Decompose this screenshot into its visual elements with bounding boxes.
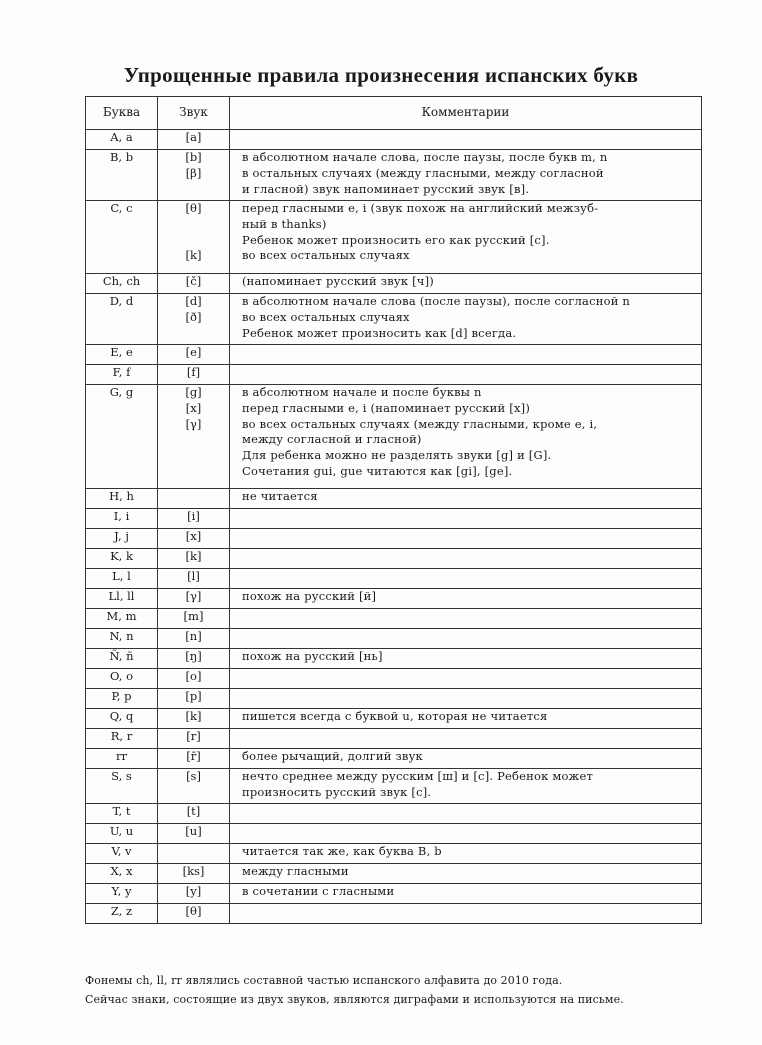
comment-line: перед гласными e, i (звук похож на английский межзуб- — [242, 201, 599, 215]
sound-symbol: [ks] — [182, 864, 205, 878]
sound-cell — [158, 689, 230, 709]
comment-cell — [230, 749, 702, 769]
sound-symbol: [θ] — [185, 201, 202, 215]
comment-cell — [230, 569, 702, 589]
comment-line: между согласной и гласной) — [242, 432, 422, 447]
comment-line: нечто среднее между русским [ш] и [с]. Ребенок может — [242, 769, 594, 783]
sound-symbol: [f] — [186, 365, 201, 379]
letter-cell: K, k — [86, 549, 158, 569]
table-row — [86, 824, 702, 844]
comment-cell — [230, 904, 702, 924]
table-row — [86, 130, 702, 150]
comment-line: (напоминает русский звук [ч]) — [242, 274, 434, 288]
letter-cell: X, x — [86, 864, 158, 884]
sound-symbol: [θ] — [185, 904, 202, 918]
comment-cell — [230, 864, 702, 884]
comment-cell — [230, 649, 702, 669]
pronunciation-table — [85, 96, 702, 924]
comment-cell — [230, 130, 702, 150]
sound-cell — [158, 749, 230, 769]
table-row — [86, 549, 702, 569]
comment-cell — [230, 150, 702, 201]
table-row — [86, 864, 702, 884]
sound-cell — [158, 201, 230, 274]
sound-cell — [158, 729, 230, 749]
comment-cell — [230, 804, 702, 824]
sound-cell — [158, 804, 230, 824]
comment-cell — [230, 385, 702, 489]
table-row — [86, 365, 702, 385]
comment-line: в сочетании с гласными — [242, 884, 395, 898]
sound-symbol: [k] — [185, 248, 202, 263]
sound-symbol: [d] — [185, 294, 202, 308]
sound-symbol: [γ] — [185, 416, 202, 431]
comment-cell — [230, 844, 702, 864]
table-row — [86, 509, 702, 529]
table-row — [86, 529, 702, 549]
sound-symbol: [l] — [187, 569, 200, 583]
footnote — [85, 971, 725, 1009]
column-header-letter: Буква — [86, 97, 158, 130]
sound-symbol: [e] — [185, 345, 202, 359]
letter-cell: N, n — [86, 629, 158, 649]
sound-symbol: [n] — [185, 629, 202, 643]
table-row — [86, 569, 702, 589]
comment-line: в абсолютном начале слова, после паузы, после букв m, n — [242, 150, 608, 164]
sound-cell — [158, 864, 230, 884]
letter-cell: D, d — [86, 294, 158, 345]
letter-cell: Q, q — [86, 709, 158, 729]
table-row — [86, 345, 702, 365]
footnote-line: Сейчас знаки, состоящие из двух звуков, являются диграфами и используются на письме. — [85, 993, 624, 1006]
comment-cell — [230, 549, 702, 569]
table-row — [86, 844, 702, 864]
sound-cell — [158, 709, 230, 729]
comment-cell — [230, 729, 702, 749]
table-row — [86, 709, 702, 729]
table-row — [86, 609, 702, 629]
sound-cell — [158, 130, 230, 150]
table-row — [86, 589, 702, 609]
table-row — [86, 489, 702, 509]
letter-cell: J, j — [86, 529, 158, 549]
sound-cell — [158, 294, 230, 345]
comment-line: во всех остальных случаях (между гласными, кроме e, i, — [242, 416, 598, 431]
comment-cell — [230, 609, 702, 629]
table-row — [86, 649, 702, 669]
comment-line: во всех остальных случаях — [242, 248, 410, 263]
sound-symbol: [i] — [187, 509, 200, 523]
letter-cell: A, a — [86, 130, 158, 150]
comment-line: перед гласными e, i (напоминает русский [х]) — [242, 400, 531, 415]
comment-line: читается так же, как буква B, b — [242, 844, 442, 858]
sound-symbol: [x] — [185, 400, 202, 415]
comment-cell — [230, 529, 702, 549]
table-header-row — [86, 97, 702, 130]
letter-cell: I, i — [86, 509, 158, 529]
letter-cell: G, g — [86, 385, 158, 489]
comment-line: во всех остальных случаях — [242, 309, 410, 324]
sound-cell — [158, 274, 230, 294]
comment-line: более рычащий, долгий звук — [242, 749, 423, 763]
letter-cell: Y, y — [86, 884, 158, 904]
sound-symbol: [γ] — [185, 589, 202, 603]
letter-cell: rr — [86, 749, 158, 769]
comment-line: в остальных случаях (между гласными, между согласной — [242, 165, 604, 180]
sound-cell — [158, 824, 230, 844]
letter-cell: L, l — [86, 569, 158, 589]
sound-cell — [158, 669, 230, 689]
comment-line: Сочетания gui, gue читаются как [gi], [ge]. — [242, 463, 513, 478]
sound-symbol: [x] — [185, 529, 202, 543]
table-row — [86, 201, 702, 274]
table-row — [86, 294, 702, 345]
sound-cell — [158, 489, 230, 509]
sound-cell — [158, 904, 230, 924]
sound-symbol: [a] — [185, 130, 202, 144]
letter-cell: U, u — [86, 824, 158, 844]
table-row — [86, 749, 702, 769]
sound-symbol: [k] — [185, 709, 202, 723]
letter-cell: H, h — [86, 489, 158, 509]
comment-cell — [230, 509, 702, 529]
comment-line: Ребенок может произносить как [d] всегда. — [242, 325, 517, 340]
table-row — [86, 629, 702, 649]
comment-line: не читается — [242, 489, 318, 503]
letter-cell: F, f — [86, 365, 158, 385]
comment-cell — [230, 365, 702, 385]
page-title: Упрощенные правила произнесения испанских букв — [123, 63, 639, 87]
sound-symbol — [161, 233, 226, 249]
sound-cell — [158, 365, 230, 385]
sound-cell — [158, 844, 230, 864]
table-body — [86, 130, 702, 924]
letter-cell: P, p — [86, 689, 158, 709]
table-row — [86, 769, 702, 804]
letter-cell: R, r — [86, 729, 158, 749]
table-row — [86, 904, 702, 924]
sound-symbol: [u] — [185, 824, 202, 838]
comment-cell — [230, 629, 702, 649]
comment-cell — [230, 345, 702, 365]
column-header-sound: Звук — [158, 97, 230, 130]
sound-symbol: [k] — [185, 549, 202, 563]
sound-symbol: [β] — [185, 165, 202, 180]
sound-cell — [158, 884, 230, 904]
table-row — [86, 669, 702, 689]
sound-cell — [158, 569, 230, 589]
sound-cell — [158, 529, 230, 549]
sound-cell — [158, 150, 230, 201]
comment-cell — [230, 489, 702, 509]
sound-symbol — [161, 217, 226, 233]
comment-cell — [230, 294, 702, 345]
sound-cell — [158, 769, 230, 804]
sound-symbol: [b] — [185, 150, 202, 164]
sound-symbol: [s] — [186, 769, 201, 783]
comment-cell — [230, 689, 702, 709]
table-row — [86, 729, 702, 749]
comment-line: между гласными — [242, 864, 349, 878]
sound-cell — [158, 589, 230, 609]
sound-symbol: [p] — [185, 689, 202, 703]
comment-line: Ребенок может произносить его как русский [с]. — [242, 232, 550, 247]
comment-cell — [230, 589, 702, 609]
letter-cell: V, v — [86, 844, 158, 864]
comment-line: похож на русский [й] — [242, 589, 377, 603]
column-header-comment: Комментарии — [230, 97, 702, 130]
comment-line: произносить русский звук [с]. — [242, 784, 432, 799]
comment-line: и гласной) звук напоминает русский звук [в]. — [242, 181, 530, 196]
sound-symbol: [y] — [185, 884, 202, 898]
sound-symbol: [m] — [183, 609, 204, 623]
sound-symbol: [r] — [186, 729, 201, 743]
sound-symbol: [č] — [185, 274, 202, 288]
letter-cell: S, s — [86, 769, 158, 804]
sound-symbol: [t] — [186, 804, 201, 818]
comment-line: пишется всегда с буквой u, которая не читается — [242, 709, 548, 723]
comment-line: Для ребенка можно не разделять звуки [g] и [G]. — [242, 448, 552, 463]
comment-line: ный в thanks) — [242, 216, 327, 231]
table-row — [86, 884, 702, 904]
comment-line: похож на русский [нь] — [242, 649, 383, 663]
letter-cell: C, c — [86, 201, 158, 274]
sound-cell — [158, 629, 230, 649]
sound-cell — [158, 509, 230, 529]
sound-cell — [158, 649, 230, 669]
letter-cell: B, b — [86, 150, 158, 201]
table-row — [86, 804, 702, 824]
table-row — [86, 274, 702, 294]
table-row — [86, 689, 702, 709]
sound-symbol: [r̄] — [186, 749, 201, 763]
footnote-line: Фонемы ch, ll, rr являлись составной частью испанского алфавита до 2010 года. — [85, 974, 563, 987]
letter-cell: Ll, ll — [86, 589, 158, 609]
letter-cell: Ch, ch — [86, 274, 158, 294]
table-row — [86, 150, 702, 201]
comment-cell — [230, 769, 702, 804]
sound-cell — [158, 609, 230, 629]
letter-cell: E, e — [86, 345, 158, 365]
sound-symbol: [ŋ] — [185, 649, 202, 663]
sound-symbol: [g] — [185, 385, 202, 399]
letter-cell: Ñ, ñ — [86, 649, 158, 669]
sound-symbol: [o] — [185, 669, 202, 683]
comment-cell — [230, 669, 702, 689]
sound-symbol: [ð] — [185, 309, 202, 324]
comment-line: в абсолютном начале и после буквы n — [242, 385, 482, 399]
comment-cell — [230, 274, 702, 294]
sound-cell — [158, 549, 230, 569]
comment-cell — [230, 201, 702, 274]
letter-cell: Z, z — [86, 904, 158, 924]
letter-cell: M, m — [86, 609, 158, 629]
sound-cell — [158, 345, 230, 365]
table-row — [86, 385, 702, 489]
comment-cell — [230, 709, 702, 729]
comment-line: в абсолютном начале слова (после паузы), после согласной n — [242, 294, 631, 308]
comment-cell — [230, 824, 702, 844]
letter-cell: T, t — [86, 804, 158, 824]
comment-cell — [230, 884, 702, 904]
sound-cell — [158, 385, 230, 489]
letter-cell: O, o — [86, 669, 158, 689]
